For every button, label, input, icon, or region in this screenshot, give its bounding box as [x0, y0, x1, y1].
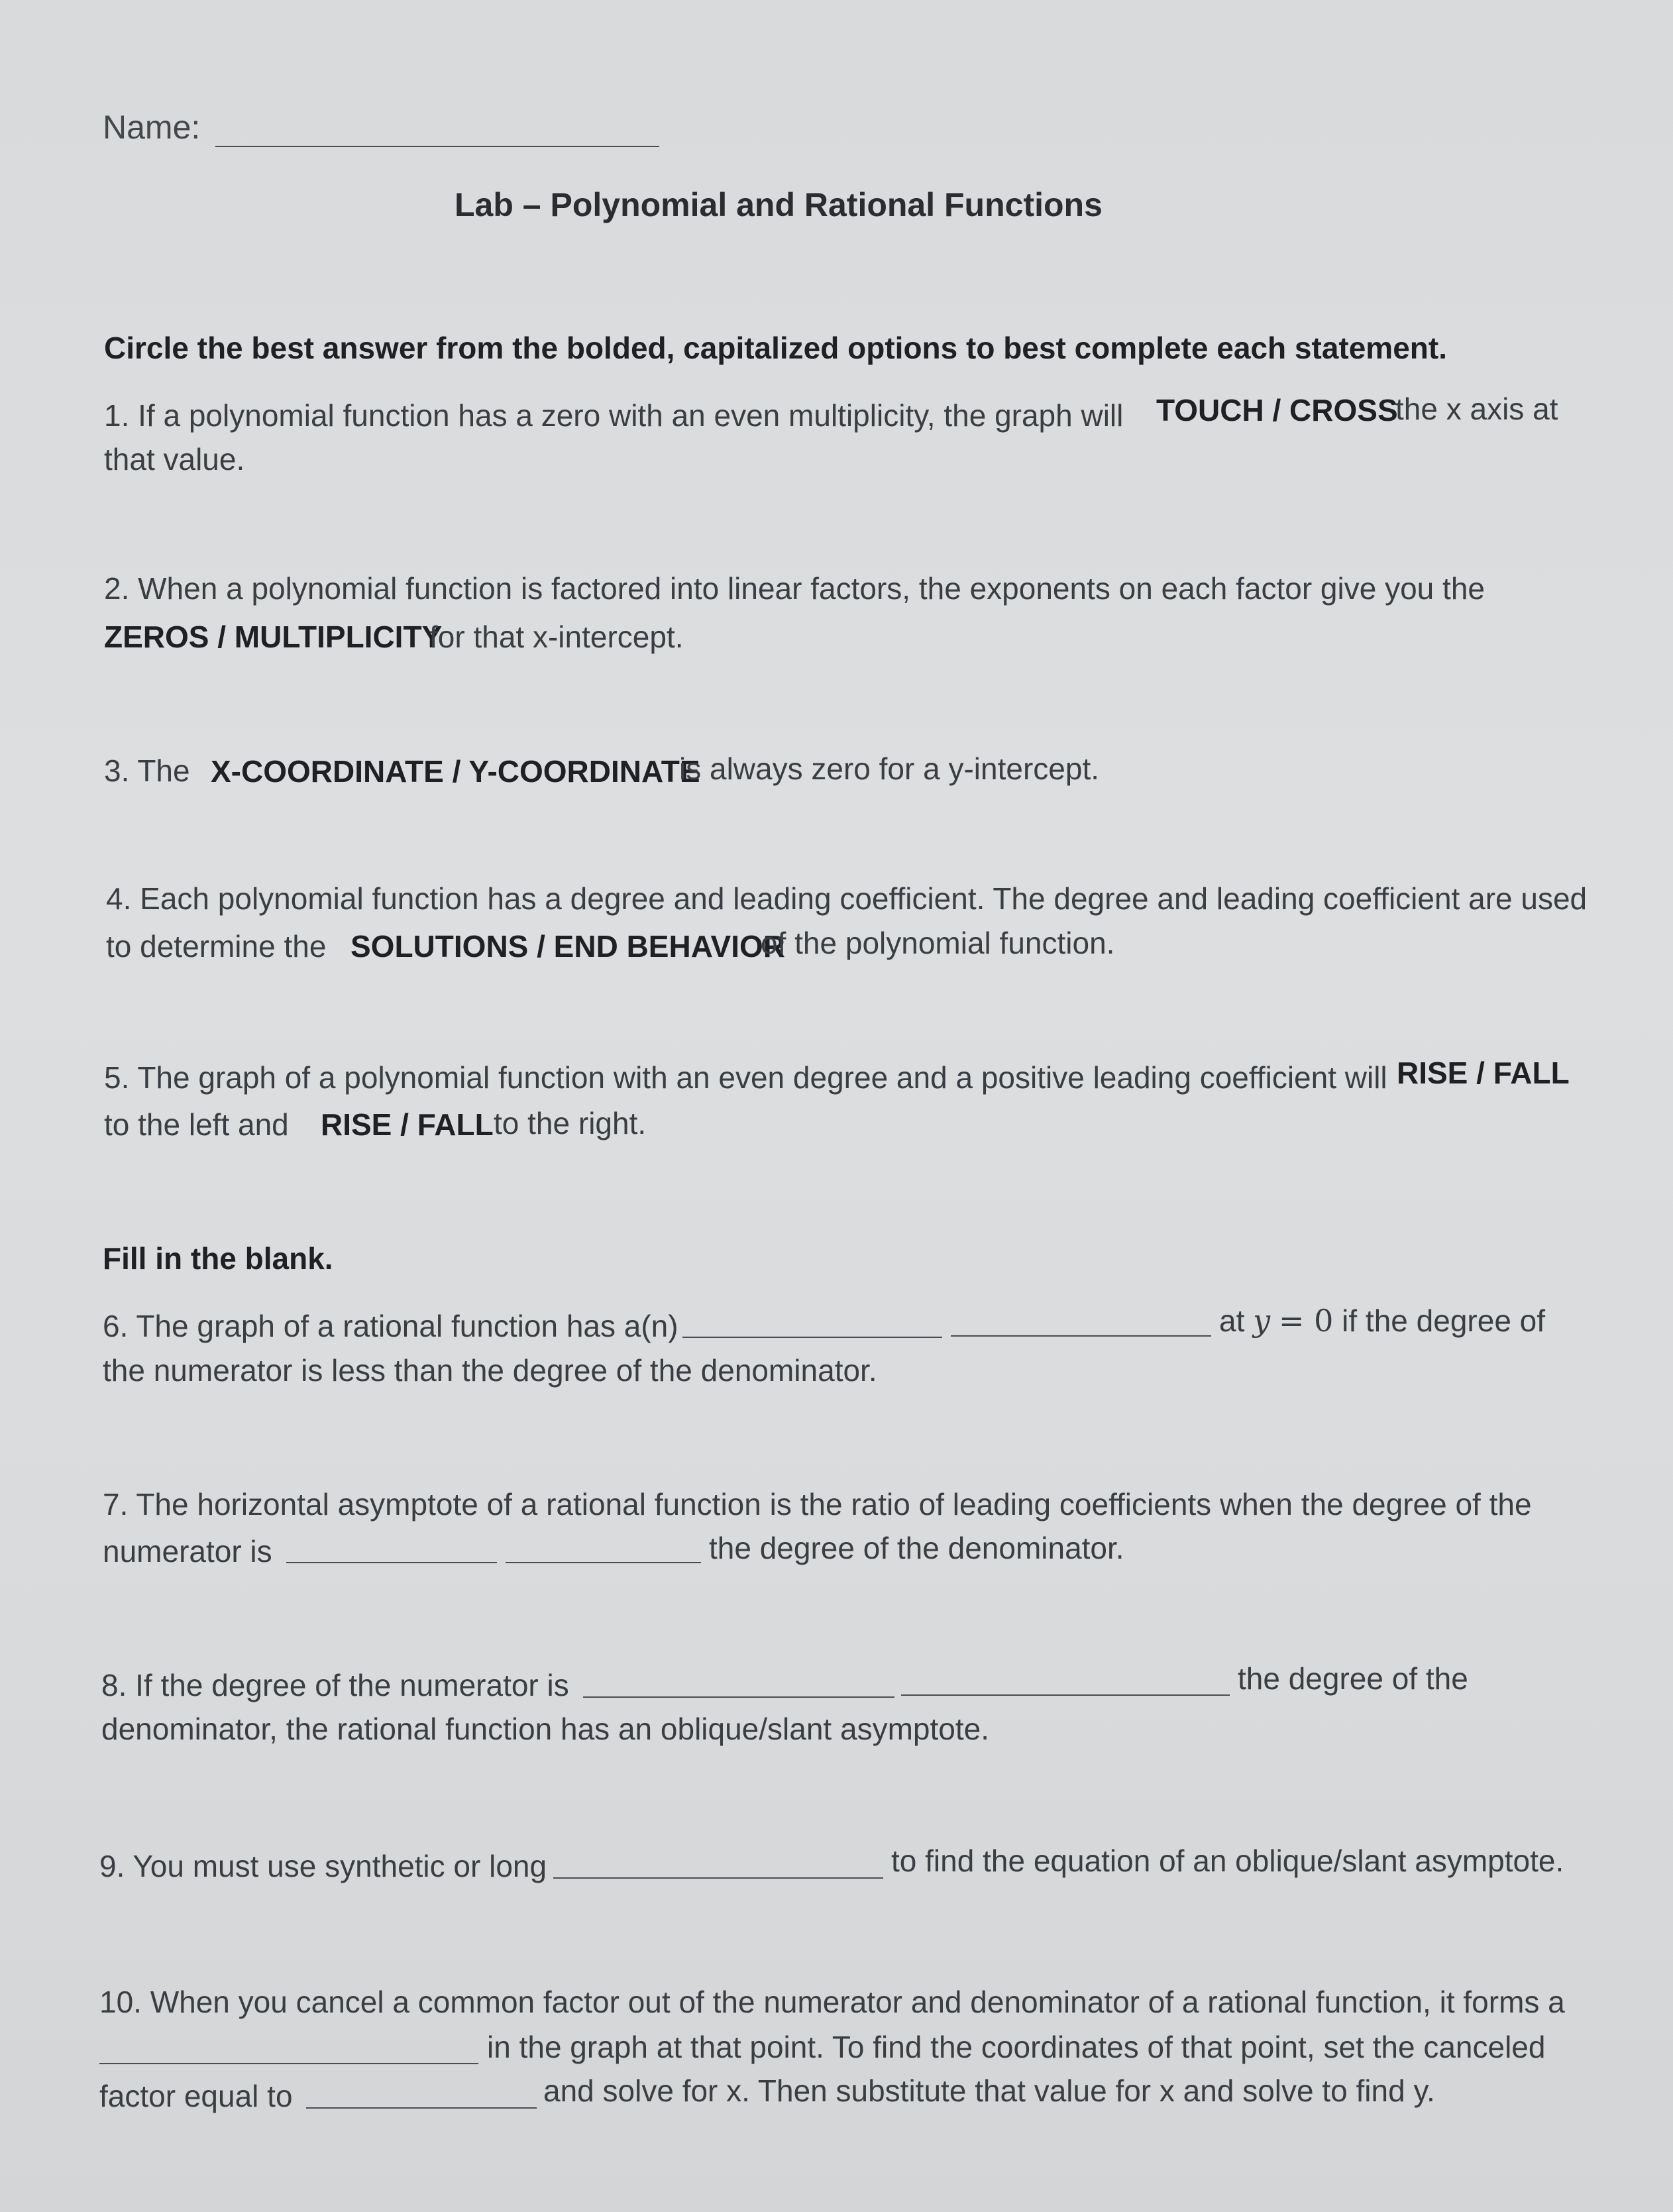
q8-blank-2[interactable]: [901, 1694, 1230, 1696]
q6-blank-2[interactable]: [951, 1335, 1211, 1337]
q5-options-right[interactable]: RISE / FALL: [321, 1107, 494, 1142]
q5-text: 5. The graph of a polynomial function with an even degree and a positive leading coefficient will: [104, 1060, 1387, 1095]
q7-text-line2: numerator is: [103, 1534, 272, 1569]
q7-text: 7. The horizontal asymptote of a rational function is the ratio of leading coefficients when the degree of the: [103, 1487, 1532, 1521]
q3-options[interactable]: X-COORDINATE / Y-COORDINATE: [211, 754, 700, 789]
q10-text: 10. When you cancel a common factor out of the numerator and denominator of a rational function, it forms a: [99, 1985, 1565, 2019]
q6-blank-1[interactable]: [682, 1337, 942, 1338]
page-title: Lab – Polynomial and Rational Functions: [455, 186, 1103, 223]
q8-blank-1[interactable]: [583, 1696, 894, 1698]
q7-blank-2[interactable]: [506, 1562, 701, 1563]
q8-text: 8. If the degree of the numerator is: [101, 1668, 569, 1702]
q4-text-line2: to determine the: [106, 929, 327, 964]
q6-text-line2: the numerator is less than the degree of the denominator.: [103, 1353, 877, 1388]
q9-text: 9. You must use synthetic or long: [99, 1849, 547, 1883]
q9-blank[interactable]: [553, 1877, 883, 1879]
q6-text-post: if the degree of: [1342, 1303, 1546, 1338]
name-blank[interactable]: [215, 146, 659, 147]
q6-at: [1219, 1303, 1546, 1339]
q3-text: 3. The: [104, 753, 190, 788]
q7-text-post: the degree of the denominator.: [709, 1531, 1124, 1565]
q6-y-symbol: y: [1253, 1303, 1271, 1339]
q10-text-line3: factor equal to: [99, 2079, 293, 2113]
q7-blank-1[interactable]: [286, 1562, 497, 1563]
q8-text-line2: denominator, the rational function has an oblique/slant asymptote.: [101, 1712, 989, 1746]
q6-at-word: at: [1219, 1303, 1245, 1338]
q2-text: 2. When a polynomial function is factored into linear factors, the exponents on each factor give you the: [104, 571, 1485, 606]
q10-blank-1[interactable]: [99, 2063, 478, 2064]
q4-options[interactable]: SOLUTIONS / END BEHAVIOR: [351, 929, 785, 964]
q1-text: 1. If a polynomial function has a zero with an even multiplicity, the graph will: [104, 398, 1124, 433]
q5-text-line2: to the left and: [104, 1107, 289, 1142]
q5-options-left[interactable]: RISE / FALL: [1397, 1056, 1570, 1090]
q10-blank-2[interactable]: [306, 2107, 537, 2109]
q10-text-line2: in the graph at that point. To find the coordinates of that point, set the canceled: [487, 2030, 1546, 2064]
q8-text-post: the degree of the: [1238, 1661, 1468, 1696]
q4-text: 4. Each polynomial function has a degree and leading coefficient. The degree and leading coefficient are used: [106, 881, 1588, 916]
q10-text-post: and solve for x. Then substitute that value for x and solve to find y.: [543, 2074, 1435, 2108]
q3-text-post: is always zero for a y-intercept.: [679, 751, 1100, 786]
q1-text-post: the x axis at: [1395, 392, 1558, 426]
q9-text-post: to find the equation of an oblique/slant asymptote.: [891, 1844, 1564, 1878]
q1-options[interactable]: TOUCH / CROSS: [1156, 393, 1398, 427]
q4-text-post: of the polynomial function.: [761, 926, 1115, 960]
q6-text: 6. The graph of a rational function has a(n): [103, 1309, 678, 1343]
section2-instruction: Fill in the blank.: [103, 1241, 333, 1276]
q6-equals-zero: = 0: [1278, 1303, 1334, 1339]
section1-instruction: Circle the best answer from the bolded, capitalized options to best complete each statement.: [104, 331, 1447, 365]
q2-options[interactable]: ZEROS / MULTIPLICITY: [104, 620, 443, 654]
name-label: Name:: [103, 109, 201, 146]
q1-text-line2: that value.: [104, 442, 245, 476]
q5-text-post: to the right.: [494, 1106, 647, 1140]
q2-text-post: for that x-intercept.: [429, 620, 684, 654]
